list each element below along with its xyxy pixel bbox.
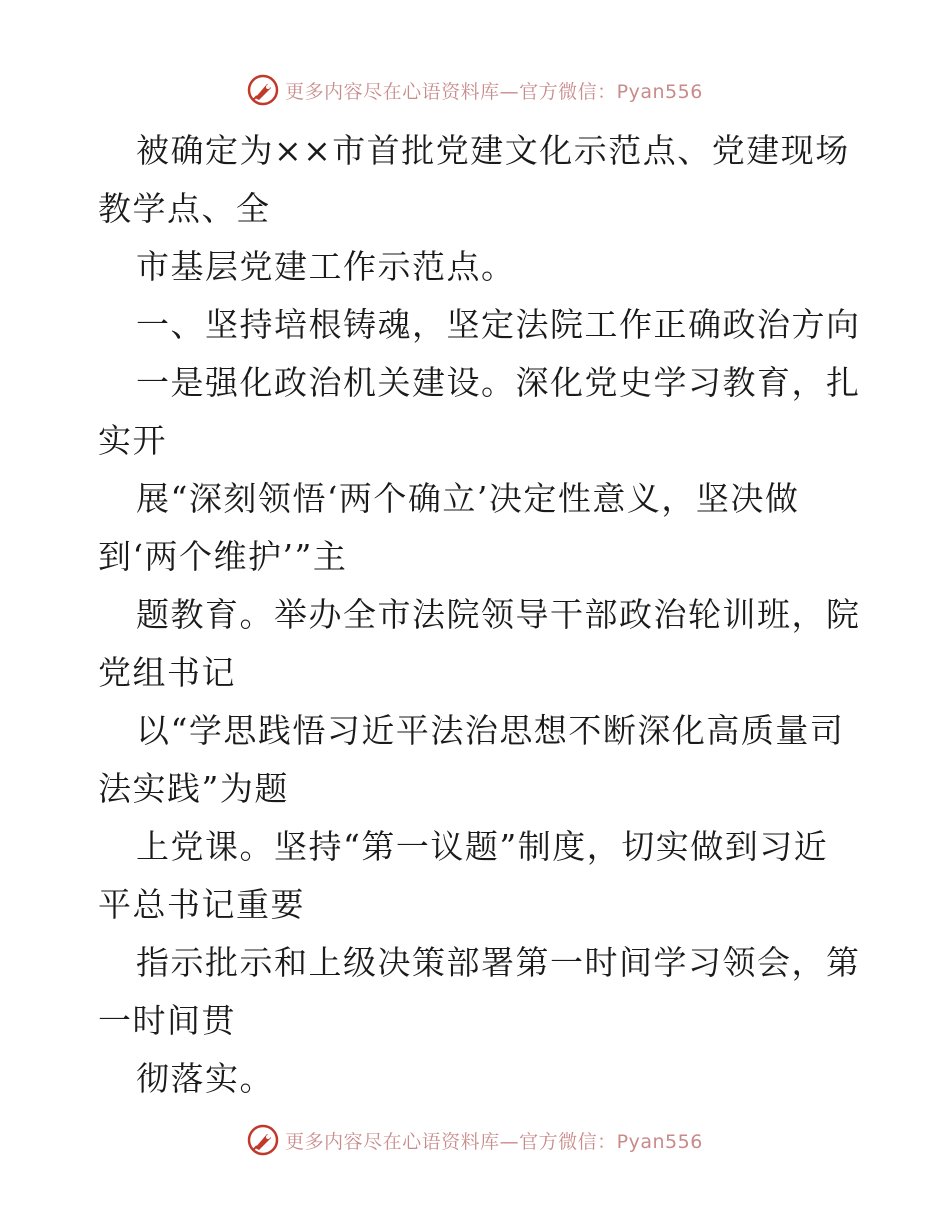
footer-watermark [0,1120,950,1160]
document-body [98,122,861,1108]
paragraph-line: 一时间贯 [98,1001,236,1040]
header-watermark [0,70,950,110]
paragraph-line: 法实践”为题 [98,769,289,808]
paragraph-line: 展“深刻领悟‘两个确立’决定性意义，坚决做 [136,479,800,518]
paragraph-line: 教学点、全 [98,189,271,228]
paragraph-line: 市基层党建工作示范点。 [136,247,516,286]
paragraph-line: 彻落实。 [136,1059,274,1098]
paragraph-line: 党组书记 [98,653,236,692]
pen-nib-logo-icon [247,1124,279,1156]
paragraph-line: 以“学思践悟习近平法治思想不断深化高质量司 [136,711,845,750]
pen-nib-logo-icon [247,74,279,106]
paragraph-line: 到‘两个维护’”主 [98,537,348,576]
paragraph-line: 题教育。举办全市法院领导干部政治轮训班，院 [136,595,861,634]
paragraph-line: 实开 [98,421,167,460]
section-heading: 一、坚持培根铸魂，坚定法院工作正确政治方向 [136,305,861,344]
watermark-text: 更多内容尽在心语资料库—官方微信：Pyan556 [285,80,703,103]
watermark-text: 更多内容尽在心语资料库—官方微信：Pyan556 [285,1130,703,1153]
paragraph-line: 上党课。坚持“第一议题”制度，切实做到习近 [136,827,829,866]
paragraph-line: 指示批示和上级决策部署第一时间学习领会，第 [136,943,861,982]
paragraph-line: 一是强化政治机关建设。深化党史学习教育，扎 [136,363,861,402]
paragraph-line: 平总书记重要 [98,885,305,924]
paragraph-line: 被确定为××市首批党建文化示范点、党建现场 [136,131,850,170]
